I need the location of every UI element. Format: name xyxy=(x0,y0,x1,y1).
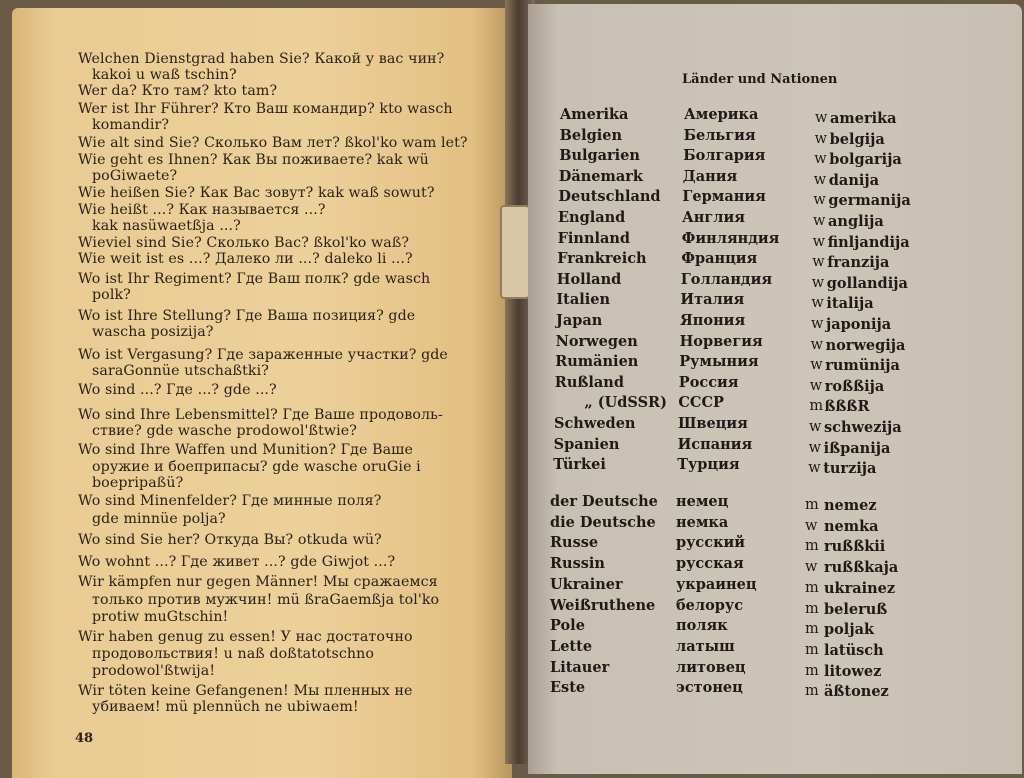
phrase-line: ствие? gde wasche prodowol'ßtwie? xyxy=(92,423,358,439)
phrase-line: Wieviel sind Sie? Сколько Вас? ßkol'ko waß? xyxy=(78,235,410,251)
country-translit: japonija xyxy=(826,316,892,333)
country-de: Belgien xyxy=(559,126,622,144)
gender-marker: w xyxy=(805,517,818,534)
gender-marker: m xyxy=(805,497,819,513)
country-translit: ißpanija xyxy=(823,439,891,457)
country-translit: gollandija xyxy=(826,274,908,292)
gender-marker: w xyxy=(809,419,822,435)
gender-marker: w xyxy=(809,377,823,394)
phrase-line: Wir kämpfen nur gegen Männer! Мы сражаемся xyxy=(78,574,438,590)
country-translit: roßßija xyxy=(824,377,885,395)
country-translit: amerika xyxy=(830,110,897,127)
gender-marker: w xyxy=(810,357,823,374)
gender-marker: w xyxy=(812,254,825,271)
nationality-ru: украинец xyxy=(676,575,757,593)
gender-marker: w xyxy=(811,295,824,312)
nationality-ru: немец xyxy=(676,493,729,510)
nationality-de: der Deutsche xyxy=(550,493,658,510)
nationality-translit: beleruß xyxy=(824,600,888,618)
country-translit: italija xyxy=(826,295,874,313)
gender-marker: w xyxy=(813,213,826,229)
section-title: Länder und Nationen xyxy=(682,72,838,87)
country-ru: Турция xyxy=(677,456,740,474)
nationality-translit: poljak xyxy=(824,621,875,639)
phrase-line: Wo sind Minenfelder? Где минные поля? xyxy=(78,493,382,509)
nationality-de: Litauer xyxy=(550,658,610,676)
country-de: England xyxy=(558,209,626,226)
phrase-line: Wie heißen Sie? Как Вас зовут? kak waß sowut? xyxy=(78,185,435,201)
country-translit: rumünija xyxy=(825,357,900,375)
gender-marker: w xyxy=(808,460,821,477)
country-ru: Германия xyxy=(682,188,766,206)
phrase-line: Wie heißt ...? Как называется ...? xyxy=(78,202,326,218)
phrase-line: Wie geht es Ihnen? Как Вы поживаете? kak wü xyxy=(78,152,429,168)
phrase-line: Wir haben genug zu essen! У нас достаточно xyxy=(78,629,413,645)
country-de: Spanien xyxy=(553,435,620,453)
country-translit: ßßßR xyxy=(824,398,870,416)
country-de: Amerika xyxy=(560,106,629,123)
nationality-ru: эстонец xyxy=(676,679,743,697)
gender-marker: w xyxy=(811,316,824,332)
nationality-de: Este xyxy=(550,679,586,697)
nationality-de: Lette xyxy=(550,637,593,655)
nationality-translit: nemka xyxy=(824,517,879,535)
gender-marker: w xyxy=(805,559,818,576)
phrase-line: polk? xyxy=(92,287,131,303)
phrase-line: protiw muGtschin! xyxy=(92,609,229,625)
phrase-line: убиваем! mü plennüch ne ubiwaem! xyxy=(92,699,359,715)
phrase-line: Wo sind Ihre Lebensmittel? Где Ваше продоволь- xyxy=(78,407,443,423)
phrase-line: Wer da? Кто там? kto tam? xyxy=(78,83,278,99)
country-de: Dänemark xyxy=(558,167,643,185)
nationality-de: Ukrainer xyxy=(550,575,623,593)
phrase-line: Wo wohnt ...? Где живет ...? gde Giwjot ...? xyxy=(78,554,396,570)
phrase-line: poGiwaete? xyxy=(92,168,178,184)
phrase-line: kak nasüwaetßja ...? xyxy=(92,218,241,234)
country-ru: Испания xyxy=(677,435,753,453)
country-ru: Италия xyxy=(680,291,745,309)
phrase-line: saraGonnüe utschaßtki? xyxy=(92,363,269,379)
country-de: Italien xyxy=(556,291,611,309)
phrase-line: Welchen Dienstgrad haben Sie? Какой у вас чин? xyxy=(78,51,445,67)
gender-marker: w xyxy=(811,274,825,291)
phrase-line: boepripaßü? xyxy=(92,475,184,491)
country-ru: Америка xyxy=(684,106,759,123)
gender-marker: w xyxy=(814,151,827,168)
country-de: Bulgarien xyxy=(559,147,640,165)
country-ru: Румыния xyxy=(679,353,759,371)
country-de: „ (UdSSR) xyxy=(584,394,667,412)
country-de: Frankreich xyxy=(557,250,647,268)
phrase-line: Wo sind Sie her? Откуда Вы? otkuda wü? xyxy=(78,532,382,548)
page-number: 48 xyxy=(75,731,94,746)
phrase-line: kakoi u waß tschin? xyxy=(92,67,237,83)
country-translit: danija xyxy=(828,171,880,189)
country-ru: Бельгия xyxy=(683,126,756,144)
gender-marker: m xyxy=(805,621,819,638)
phrase-line: wascha posizija? xyxy=(92,324,214,340)
country-de: Japan xyxy=(556,312,603,329)
country-de: Rußland xyxy=(554,373,624,391)
country-ru: Дания xyxy=(682,167,738,185)
phrase-line: Wir töten keine Gefangenen! Мы пленных не xyxy=(78,683,413,699)
gender-marker: w xyxy=(815,110,828,126)
nationality-ru: русская xyxy=(676,555,744,573)
gender-marker: m xyxy=(805,538,819,555)
country-translit: belgija xyxy=(829,130,885,148)
country-de: Finnland xyxy=(557,229,631,247)
nationality-ru: поляк xyxy=(676,617,728,635)
country-ru: Англия xyxy=(682,209,745,226)
gender-marker: w xyxy=(808,439,822,456)
nationality-de: Pole xyxy=(550,617,585,635)
nationality-ru: русский xyxy=(676,534,746,552)
phrase-line: Wie alt sind Sie? Сколько Вам лет? ßkol'ko wam let? xyxy=(78,135,468,151)
country-ru: Финляндия xyxy=(681,229,780,247)
phrase-line: продовольствия! u naß doßtatotschno xyxy=(92,646,374,662)
nationality-de: die Deutsche xyxy=(550,513,656,531)
gender-marker: w xyxy=(814,130,828,147)
nationality-ru: немка xyxy=(676,513,729,531)
country-translit: schwezija xyxy=(824,419,902,436)
nationality-translit: äßtonez xyxy=(824,683,889,701)
country-de: Rumänien xyxy=(555,353,639,371)
country-de: Deutschland xyxy=(558,188,661,206)
country-de: Holland xyxy=(556,270,622,288)
phrase-line: komandir? xyxy=(92,117,170,133)
phrase-line: Wo sind ...? Где ...? gde ...? xyxy=(78,382,277,398)
binding-staple xyxy=(500,205,530,299)
phrase-line: Wo ist Vergasung? Где зараженные участки? gde xyxy=(78,347,448,363)
gender-marker: m xyxy=(805,641,819,658)
nationality-translit: ukrainez xyxy=(824,579,896,597)
country-ru: Франция xyxy=(681,250,758,268)
phrase-line: gde minnüe polja? xyxy=(92,511,226,527)
gender-marker: m xyxy=(805,662,819,679)
country-de: Schweden xyxy=(554,415,636,432)
country-ru: Норвегия xyxy=(679,332,763,350)
phrase-line: Wo ist Ihre Stellung? Где Ваша позиция? gde xyxy=(78,308,416,324)
nationality-translit: rußßkii xyxy=(824,538,886,556)
phrase-line: prodowol'ßtwija! xyxy=(92,663,216,679)
gender-marker: m xyxy=(809,398,824,415)
gender-marker: m xyxy=(805,683,819,700)
gender-marker: w xyxy=(813,192,826,209)
phrase-line: Wie weit ist es ...? Далеко ли ...? daleko li ...? xyxy=(78,251,413,267)
country-ru: Болгария xyxy=(683,147,766,165)
phrase-line: Wo ist Ihr Regiment? Где Ваш полк? gde wasch xyxy=(78,271,431,287)
country-translit: franzija xyxy=(827,254,890,272)
country-ru: Швеция xyxy=(678,415,748,432)
gender-marker: w xyxy=(812,233,826,250)
nationality-ru: белорус xyxy=(676,596,744,614)
phrase-line: только против мужчин! mü ßraGaemßja tol'ko xyxy=(92,592,440,608)
country-ru: Япония xyxy=(680,312,746,329)
nationality-ru: латыш xyxy=(676,637,735,655)
gender-marker: w xyxy=(813,171,827,188)
country-ru: СССР xyxy=(678,394,724,412)
phrase-line: оружие и боеприпасы? gde wasche oruGie i xyxy=(92,459,421,475)
phrase-line: Wer ist Ihr Führer? Кто Ваш командир? kto wasch xyxy=(78,101,453,117)
country-translit: bolgarija xyxy=(829,151,902,169)
nationality-de: Russin xyxy=(550,555,605,573)
nationality-translit: rußßkaja xyxy=(824,559,899,577)
gender-marker: m xyxy=(805,579,819,596)
nationality-translit: latüsch xyxy=(824,641,884,659)
country-de: Norwegen xyxy=(555,332,638,350)
nationality-de: Russe xyxy=(550,534,599,552)
country-de: Türkei xyxy=(553,456,606,474)
nationality-de: Weißruthene xyxy=(550,596,656,614)
country-translit: germanija xyxy=(828,192,911,210)
gender-marker: w xyxy=(810,336,824,353)
country-translit: anglija xyxy=(828,213,884,230)
country-ru: Россия xyxy=(678,373,739,391)
nationality-translit: litowez xyxy=(824,662,882,680)
gender-marker: m xyxy=(805,600,819,617)
country-translit: turzija xyxy=(823,460,877,478)
country-translit: finljandija xyxy=(827,233,910,251)
country-translit: norwegija xyxy=(825,336,906,354)
country-ru: Голландия xyxy=(680,270,773,288)
phrase-line: Wo sind Ihre Waffen und Munition? Где Ваше xyxy=(78,442,413,458)
nationality-translit: nemez xyxy=(824,497,877,514)
nationality-ru: литовец xyxy=(676,658,746,676)
